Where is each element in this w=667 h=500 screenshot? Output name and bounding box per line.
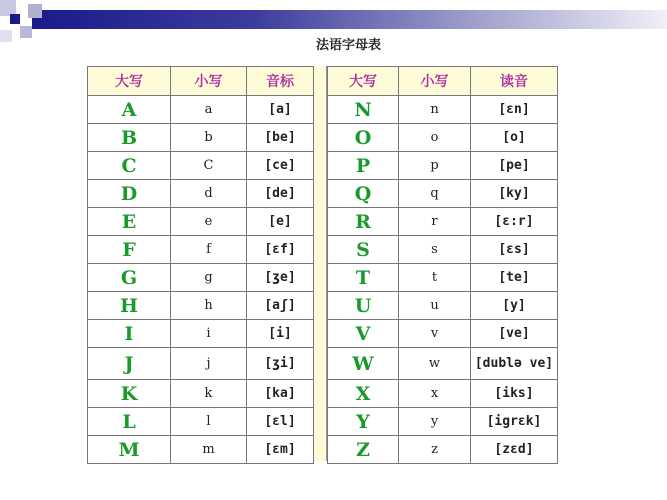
table-row: [328, 180, 558, 208]
lowercase-cell: C: [171, 152, 247, 180]
uppercase-cell: T: [328, 264, 399, 292]
table-row: [328, 124, 558, 152]
uppercase-cell: W: [328, 348, 399, 380]
table-row: [88, 408, 314, 436]
header-phonetic: 音标: [247, 67, 314, 96]
phonetic-cell: [ka]: [247, 380, 314, 408]
table-row: [328, 436, 558, 464]
lowercase-cell: k: [171, 380, 247, 408]
lowercase-cell: l: [171, 408, 247, 436]
uppercase-cell: S: [328, 236, 399, 264]
phonetic-cell: [zɛd]: [471, 436, 558, 464]
table-row: [328, 348, 558, 380]
uppercase-cell: E: [88, 208, 171, 236]
uppercase-cell: F: [88, 236, 171, 264]
header-lowercase: 小写: [399, 67, 471, 96]
uppercase-cell: R: [328, 208, 399, 236]
table-row: [328, 208, 558, 236]
uppercase-cell: U: [328, 292, 399, 320]
lowercase-cell: q: [399, 180, 471, 208]
table-row: [88, 124, 314, 152]
table-row: [88, 96, 314, 124]
phonetic-cell: [ʒe]: [247, 264, 314, 292]
table-row: [328, 320, 558, 348]
phonetic-cell: [e]: [247, 208, 314, 236]
lowercase-cell: h: [171, 292, 247, 320]
lowercase-cell: t: [399, 264, 471, 292]
uppercase-cell: L: [88, 408, 171, 436]
phonetic-cell: [de]: [247, 180, 314, 208]
table-row: [88, 292, 314, 320]
uppercase-cell: V: [328, 320, 399, 348]
uppercase-cell: A: [88, 96, 171, 124]
lowercase-cell: z: [399, 436, 471, 464]
lowercase-cell: v: [399, 320, 471, 348]
phonetic-cell: [ky]: [471, 180, 558, 208]
uppercase-cell: X: [328, 380, 399, 408]
uppercase-cell: B: [88, 124, 171, 152]
header-lowercase: 小写: [171, 67, 247, 96]
phonetic-cell: [ʒi]: [247, 348, 314, 380]
table-row: [88, 380, 314, 408]
decor-square: [28, 4, 42, 18]
phonetic-cell: [igrɛk]: [471, 408, 558, 436]
lowercase-cell: w: [399, 348, 471, 380]
lowercase-cell: n: [399, 96, 471, 124]
phonetic-cell: [be]: [247, 124, 314, 152]
phonetic-cell: [ɛn]: [471, 96, 558, 124]
uppercase-cell: Y: [328, 408, 399, 436]
table-row: [88, 264, 314, 292]
uppercase-cell: I: [88, 320, 171, 348]
lowercase-cell: i: [171, 320, 247, 348]
phonetic-cell: [i]: [247, 320, 314, 348]
phonetic-cell: [iks]: [471, 380, 558, 408]
lowercase-cell: o: [399, 124, 471, 152]
lowercase-cell: p: [399, 152, 471, 180]
phonetic-cell: [o]: [471, 124, 558, 152]
phonetic-cell: [y]: [471, 292, 558, 320]
lowercase-cell: e: [171, 208, 247, 236]
uppercase-cell: D: [88, 180, 171, 208]
phonetic-cell: [ce]: [247, 152, 314, 180]
uppercase-cell: Z: [328, 436, 399, 464]
header-pronunciation: 读音: [471, 67, 558, 96]
uppercase-cell: C: [88, 152, 171, 180]
uppercase-cell: J: [88, 348, 171, 380]
uppercase-cell: G: [88, 264, 171, 292]
table-row: [88, 236, 314, 264]
table-row: [88, 152, 314, 180]
table-row: [88, 180, 314, 208]
lowercase-cell: x: [399, 380, 471, 408]
phonetic-cell: [pe]: [471, 152, 558, 180]
decor-square: [10, 14, 20, 24]
lowercase-cell: s: [399, 236, 471, 264]
page-title: 法语字母表: [315, 38, 381, 53]
lowercase-cell: f: [171, 236, 247, 264]
uppercase-cell: H: [88, 292, 171, 320]
lowercase-cell: y: [399, 408, 471, 436]
phonetic-cell: [ɛ:r]: [471, 208, 558, 236]
phonetic-cell: [te]: [471, 264, 558, 292]
table-row: [328, 264, 558, 292]
lowercase-cell: a: [171, 96, 247, 124]
table-row: [328, 380, 558, 408]
header-uppercase: 大写: [328, 67, 399, 96]
lowercase-cell: j: [171, 348, 247, 380]
table-row: [328, 236, 558, 264]
header-uppercase: 大写: [88, 67, 171, 96]
lowercase-cell: d: [171, 180, 247, 208]
table-row: [88, 320, 314, 348]
lowercase-cell: m: [171, 436, 247, 464]
uppercase-cell: P: [328, 152, 399, 180]
lowercase-cell: g: [171, 264, 247, 292]
alphabet-table-right: [327, 66, 558, 464]
lowercase-cell: b: [171, 124, 247, 152]
table-row: [328, 408, 558, 436]
phonetic-cell: [a]: [247, 96, 314, 124]
header-gradient-bar: [32, 10, 667, 29]
uppercase-cell: K: [88, 380, 171, 408]
uppercase-cell: O: [328, 124, 399, 152]
phonetic-cell: [ɛf]: [247, 236, 314, 264]
phonetic-cell: [dublə ve]: [471, 348, 558, 380]
uppercase-cell: M: [88, 436, 171, 464]
uppercase-cell: Q: [328, 180, 399, 208]
table-row: [88, 348, 314, 380]
phonetic-cell: [ɛl]: [247, 408, 314, 436]
table-row: [88, 208, 314, 236]
table-row: [328, 292, 558, 320]
table-row: [88, 436, 314, 464]
lowercase-cell: u: [399, 292, 471, 320]
phonetic-cell: [ɛm]: [247, 436, 314, 464]
alphabet-table-left: [87, 66, 314, 464]
phonetic-cell: [aʃ]: [247, 292, 314, 320]
phonetic-cell: [ɛs]: [471, 236, 558, 264]
table-row: [328, 96, 558, 124]
phonetic-cell: [ve]: [471, 320, 558, 348]
table-divider: [313, 66, 327, 461]
table-row: [328, 152, 558, 180]
lowercase-cell: r: [399, 208, 471, 236]
uppercase-cell: N: [328, 96, 399, 124]
